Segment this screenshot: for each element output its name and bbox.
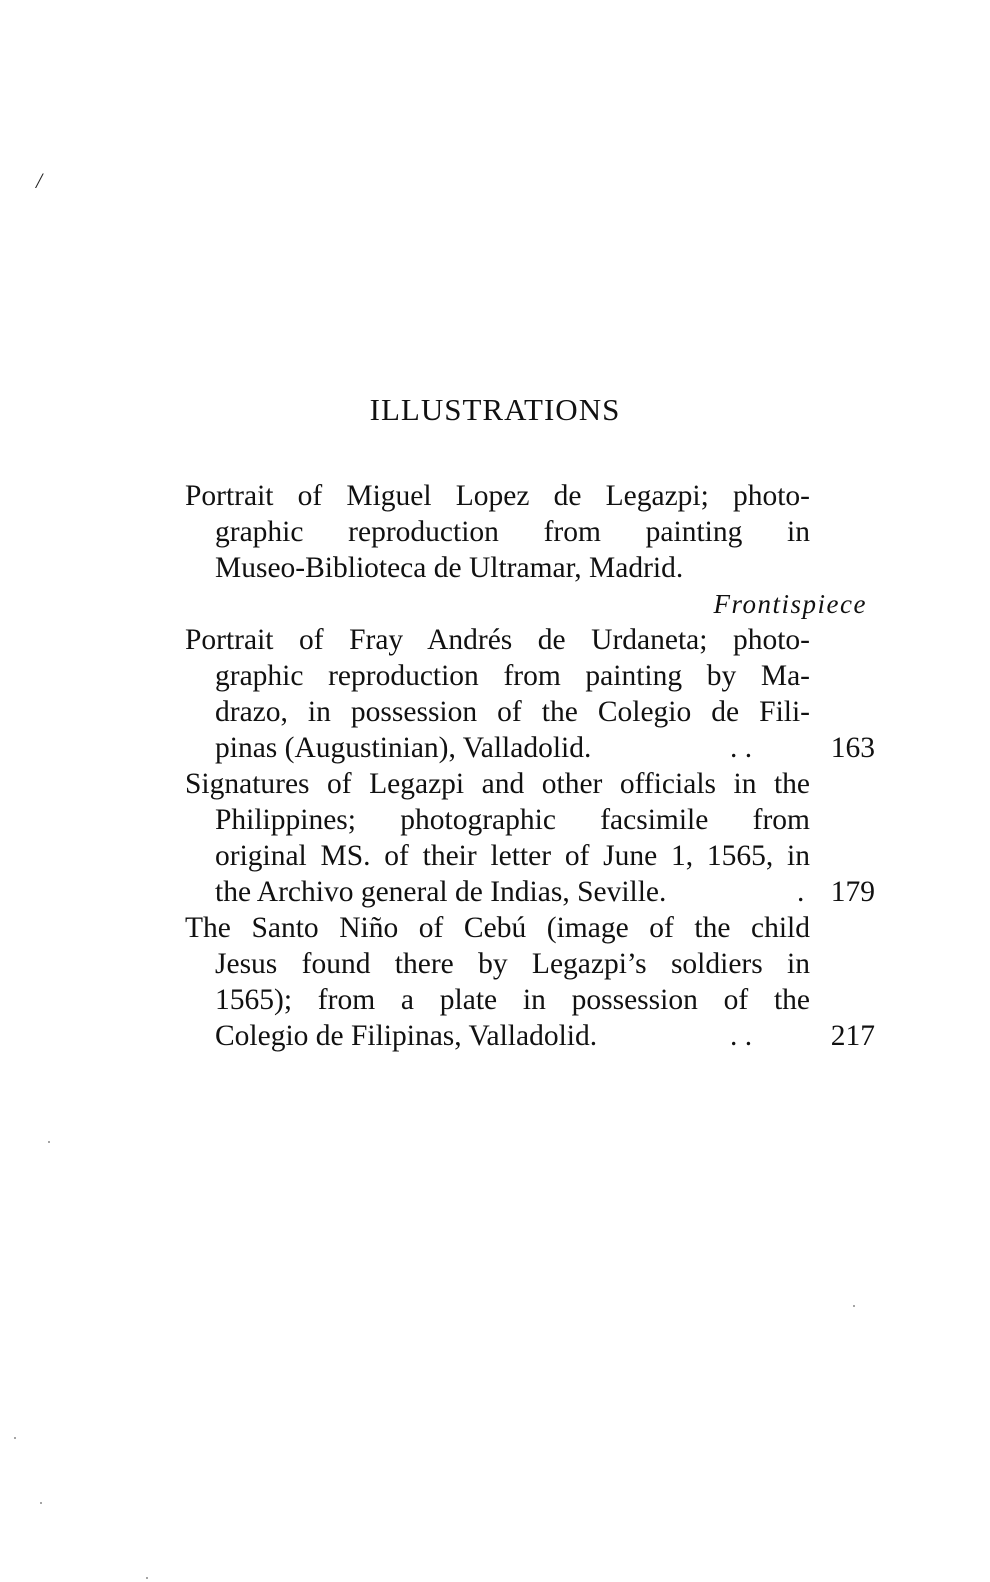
entry-line — [185, 550, 875, 586]
entry-line: Portrait of Miguel Lopez de Legazpi; photo- — [185, 480, 810, 512]
entry-line — [185, 730, 875, 766]
list-item — [185, 766, 875, 910]
entry-line: graphic reproduction from painting in — [215, 516, 810, 548]
page-reference: 163 — [830, 732, 875, 764]
dot-leader: . . — [730, 732, 753, 764]
entry-line: graphic reproduction from painting by Ma- — [215, 660, 810, 692]
page-reference: 217 — [830, 1020, 875, 1052]
entry-line-text: pinas (Augustinian), Valladolid. — [215, 732, 592, 764]
entry-line: original MS. of their letter of June 1, 1565, in — [215, 840, 810, 872]
dot-leader: . — [797, 876, 805, 908]
entry-line — [185, 874, 875, 910]
list-item — [185, 478, 875, 622]
entry-line: Signatures of Legazpi and other officials in the — [185, 768, 810, 800]
entry-line-text: Museo-Biblioteca de Ultramar, Madrid. — [215, 552, 684, 584]
list-item — [185, 622, 875, 766]
entry-line: Philippines; photographic facsimile from — [215, 804, 810, 836]
paper-speck — [40, 1502, 42, 1504]
entry-line: 1565); from a plate in possession of the — [215, 984, 810, 1016]
entry-line: The Santo Niño of Cebú (image of the child — [185, 912, 810, 944]
illustrations-list — [185, 478, 875, 1054]
entry-line: Jesus found there by Legazpi’s soldiers in — [215, 948, 810, 980]
paper-speck — [146, 1577, 148, 1579]
page-reference: Frontispiece — [713, 589, 867, 619]
entry-line — [185, 1018, 875, 1054]
paper-speck — [853, 1305, 855, 1307]
dot-leader: . . — [730, 1020, 753, 1052]
entry-line-text: the Archivo general de Indias, Seville. — [215, 876, 667, 908]
stray-mark: / — [36, 168, 43, 193]
entry-line: drazo, in possession of the Colegio de Fili- — [215, 696, 810, 728]
paper-speck — [48, 1141, 50, 1143]
entry-line-text: Colegio de Filipinas, Valladolid. — [215, 1020, 598, 1052]
paper-speck — [14, 1437, 16, 1439]
list-item — [185, 910, 875, 1054]
entry-line: Portrait of Fray Andrés de Urdaneta; photo- — [185, 624, 810, 656]
page-title: ILLUSTRATIONS — [369, 392, 621, 427]
page-reference: 179 — [830, 876, 875, 908]
